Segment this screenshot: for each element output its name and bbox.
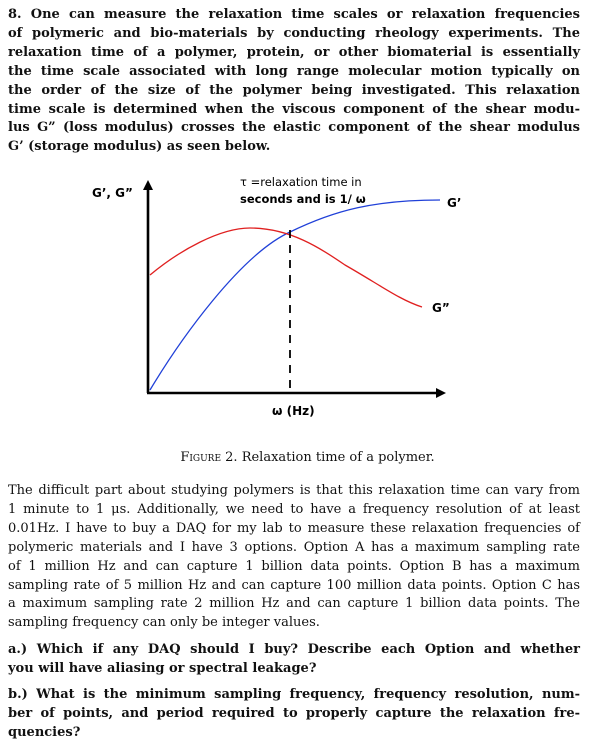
question-line: ber of points, and period required to properly capture the relaxation fre- — [8, 705, 580, 721]
body-line: The difficult part about studying polymers is that this relaxation time can vary from — [8, 483, 580, 498]
y-axis-label: G’, G” — [92, 186, 133, 200]
body-line: of 1 million Hz and can capture 1 billion data points. Option B has a maximum — [8, 558, 580, 574]
relaxation-figure — [0, 168, 615, 438]
body-line: sampling frequency can only be integer values. — [8, 615, 320, 631]
intro-line: the time scale associated with long range molecular motion typically on — [8, 63, 580, 79]
problem-intro — [8, 6, 580, 157]
caption-text: Relaxation time of a polymer. — [241, 450, 435, 465]
x-axis-label: ω (Hz) — [272, 404, 315, 418]
body-line: a maximum sampling rate 2 million Hz and can capture 1 billion data points. The — [8, 596, 580, 612]
question-line: quencies? — [8, 724, 81, 740]
body-line: 0.01Hz. I have to buy a DAQ for my lab to measure these relaxation frequencies of — [8, 520, 580, 536]
intro-line: relaxation time of a polymer, protein, or other biomaterial is essentially — [8, 44, 580, 60]
figure-caption — [0, 450, 615, 465]
intro-line: time scale is determined when the viscous component of the shear modu- — [8, 101, 580, 117]
intro-line: G’ (storage modulus) as seen below. — [8, 139, 271, 155]
annotation-line-2: seconds and is 1/ ω — [240, 192, 366, 206]
question-b — [8, 686, 580, 743]
body-paragraph — [8, 482, 580, 633]
question-line: a.) Which if any DAQ should I buy? Describe each Option and whether — [8, 642, 580, 657]
question-line: you will have aliasing or spectral leakage? — [8, 660, 317, 676]
body-line: polymeric materials and I have 3 options. Option A has a maximum sampling rate — [8, 539, 580, 555]
question-line: b.) What is the minimum sampling frequency, frequency resolution, num- — [8, 687, 580, 702]
body-line: 1 minute to 1 μs. Additionally, we need to have a frequency resolution of at least — [8, 501, 580, 517]
g-double-prime-label: G” — [432, 301, 450, 315]
intro-line: 8. One can measure the relaxation time scales or relaxation frequencies — [8, 7, 580, 22]
caption-label: Figure 2. — [180, 450, 238, 465]
intro-line: lus G” (loss modulus) crosses the elastic component of the shear modulus — [8, 120, 580, 136]
body-line: sampling rate of 5 million Hz and can capture 100 million data points. Option C has — [8, 577, 580, 593]
g-prime-label: G’ — [447, 196, 462, 210]
g-double-prime-curve — [150, 228, 422, 307]
annotation-line-1: τ =relaxation time in — [240, 175, 362, 189]
question-a — [8, 641, 580, 679]
intro-line: the order of the size of the polymer being investigated. This relaxation — [8, 82, 580, 98]
problem-number: 8. — [8, 7, 22, 22]
intro-line: of polymeric and bio-materials by conducting rheology experiments. The — [8, 25, 580, 41]
